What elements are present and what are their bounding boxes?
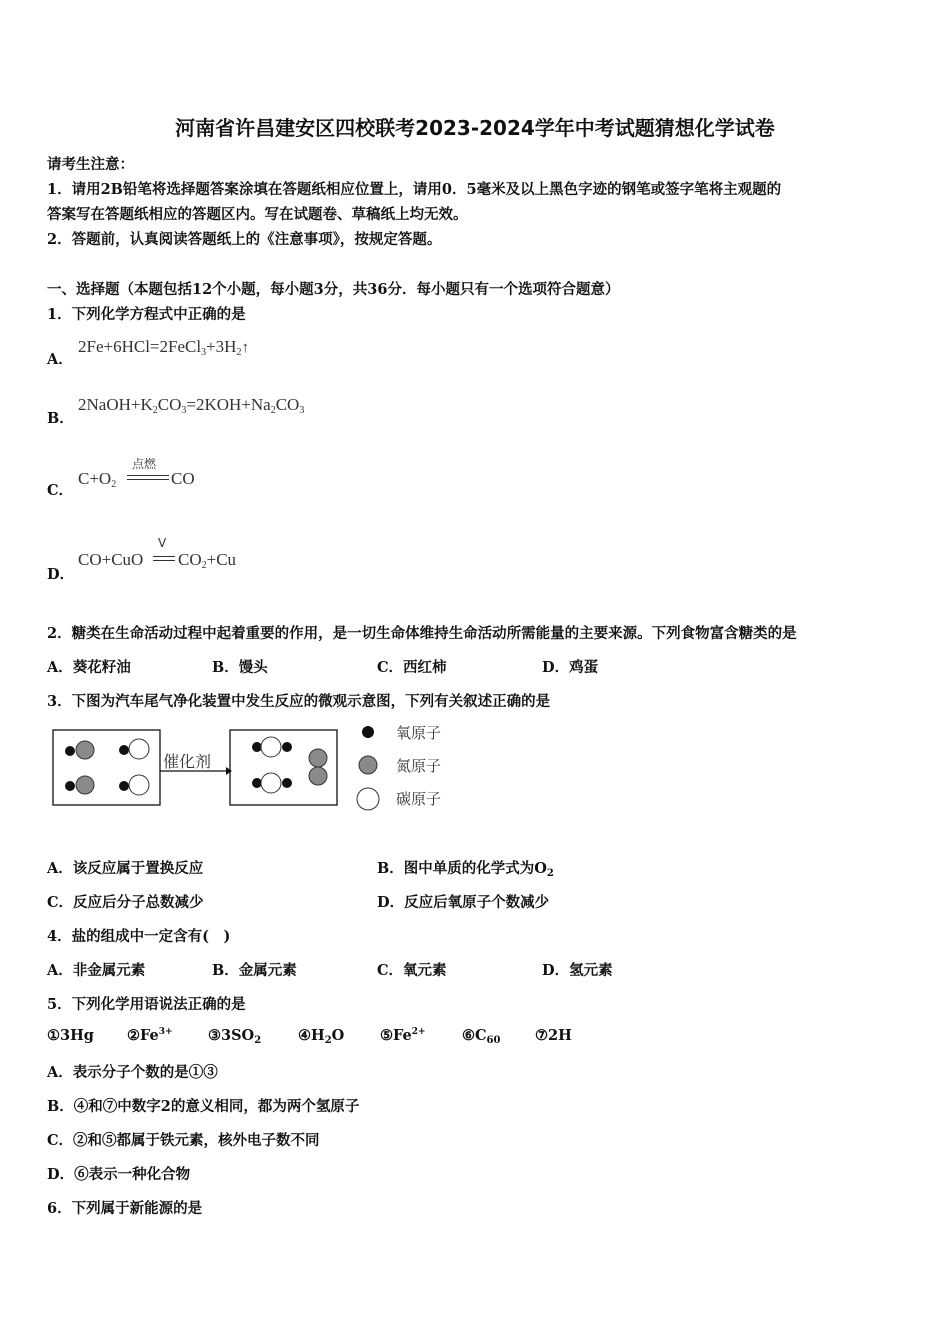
notice-item-2: 2．答题前，认真阅读答题纸上的《注意事项》，按规定答题。 <box>47 231 442 248</box>
q5-symbol-3: $③3SO_2$ <box>208 1027 262 1046</box>
question-3-stem: 3．下图为汽车尾气净化装置中发生反应的微观示意图，下列有关叙述正确的是 <box>47 693 551 710</box>
q3-option-a: A．该反应属于置换反应 <box>47 860 204 877</box>
oxygen-atom <box>282 742 292 752</box>
q1-option-c-letter: C． <box>47 482 74 499</box>
q4-option-d: D．氢元素 <box>542 962 613 979</box>
legend-nitrogen-icon <box>359 756 377 774</box>
question-6-stem: 6．下列属于新能源的是 <box>47 1200 203 1217</box>
q5-option-a: A．表示分子个数的是①③ <box>47 1064 218 1081</box>
q3-option-b: B．图中单质的化学式为$O_2$ <box>377 860 554 879</box>
carbon-atom <box>261 773 281 793</box>
q1-option-a-formula: $2Fe+6HCl=2FeCl_3+3H_2↑$ <box>78 337 249 358</box>
q1-option-d-letter: D． <box>47 566 75 583</box>
arrow-head <box>226 767 232 775</box>
q2-option-d: D．鸡蛋 <box>542 659 599 676</box>
catalyst-label: 催化剂 <box>163 752 212 771</box>
carbon-atom <box>261 737 281 757</box>
q1-option-d-formula-left: CO+CuO <box>78 550 144 569</box>
q5-option-d: D．⑥表示一种化合物 <box>47 1166 191 1183</box>
q5-symbol-6: $⑥C_{60}$ <box>462 1027 501 1046</box>
oxygen-atom <box>65 746 75 756</box>
carbon-atom <box>129 775 149 795</box>
q1-option-d-formula-right: $CO_2+Cu$ <box>178 550 237 571</box>
legend-nitrogen-label: 氮原子 <box>396 757 442 775</box>
q2-option-c: C．西红柿 <box>377 659 447 676</box>
oxygen-atom <box>282 778 292 788</box>
nitrogen-atom <box>76 741 94 759</box>
q5-symbol-4: $④H_2O$ <box>298 1027 345 1046</box>
q1-option-a-letter: A． <box>47 351 73 368</box>
q5-option-b: B．④和⑦中数字2的意义相同，都为两个氢原子 <box>47 1098 360 1115</box>
nitrogen-atom <box>76 776 94 794</box>
question-2-stem: 2．糖类在生命活动过程中起着重要的作用，是一切生命体维持生命活动所需能量的主要来源。下列食物富含糖类的是 <box>47 625 797 642</box>
q1-option-c-equals <box>127 475 169 480</box>
legend-oxygen-label: 氧原子 <box>396 724 442 742</box>
q1-option-d-condition: V <box>158 536 167 550</box>
q4-option-c: C．氧元素 <box>377 962 447 979</box>
q1-option-b-formula: $2NaOH+K_2CO_3=2KOH+Na_2CO_3$ <box>78 395 305 416</box>
q5-symbol-2: $②Fe^{3+}$ <box>127 1027 173 1044</box>
legend-oxygen-icon <box>362 726 374 738</box>
q1-option-b-letter: B． <box>47 410 74 427</box>
q1-option-c-formula-right: CO <box>171 469 195 488</box>
oxygen-atom <box>119 781 129 791</box>
oxygen-atom <box>119 745 129 755</box>
notice-item-1-cont: 答案写在答题纸相应的答题区内。写在试题卷、草稿纸上均无效。 <box>47 206 468 223</box>
question-4-stem: 4．盐的组成中一定含有( ) <box>47 928 231 945</box>
diagram-legend <box>352 722 392 812</box>
legend-carbon-label: 碳原子 <box>396 790 442 808</box>
q5-option-c: C．②和⑤都属于铁元素，核外电子数不同 <box>47 1132 320 1149</box>
q3-option-d: D．反应后氧原子个数减少 <box>377 894 550 911</box>
q2-option-b: B．馒头 <box>212 659 268 676</box>
q1-option-c-formula-left: $C+O_2$ <box>78 469 117 490</box>
q2-option-a: A．葵花籽油 <box>47 659 131 676</box>
q5-symbol-5: $⑤Fe^{2+}$ <box>380 1027 426 1044</box>
q4-option-b: B．金属元素 <box>212 962 297 979</box>
legend-carbon-icon <box>357 788 379 810</box>
notice-heading: 请考生注意： <box>47 156 134 173</box>
question-5-stem: 5．下列化学用语说法正确的是 <box>47 996 246 1013</box>
q1-option-d-equals <box>153 556 175 561</box>
section-heading: 一、选择题（本题包括12个小题，每小题3分，共36分．每小题只有一个选项符合题意） <box>47 281 620 298</box>
q4-option-a: A．非金属元素 <box>47 962 146 979</box>
q5-symbol-7: ⑦2H <box>535 1027 572 1044</box>
oxygen-atom <box>65 781 75 791</box>
q1-option-c-condition: 点燃 <box>132 457 157 471</box>
nitrogen-atom <box>309 749 327 767</box>
page-title: 河南省许昌建安区四校联考2023-2024学年中考试题猜想化学试卷 <box>175 116 775 140</box>
q3-option-c: C．反应后分子总数减少 <box>47 894 204 911</box>
question-1-stem: 1．下列化学方程式中正确的是 <box>47 306 246 323</box>
carbon-atom <box>129 739 149 759</box>
q5-symbol-1: ①3Hg <box>47 1027 94 1044</box>
notice-item-1: 1．请用2B铅笔将选择题答案涂填在答题纸相应位置上，请用0．5毫米及以上黑色字迹的钢笔或签字笔将主观题的 <box>47 181 782 198</box>
nitrogen-atom <box>309 767 327 785</box>
